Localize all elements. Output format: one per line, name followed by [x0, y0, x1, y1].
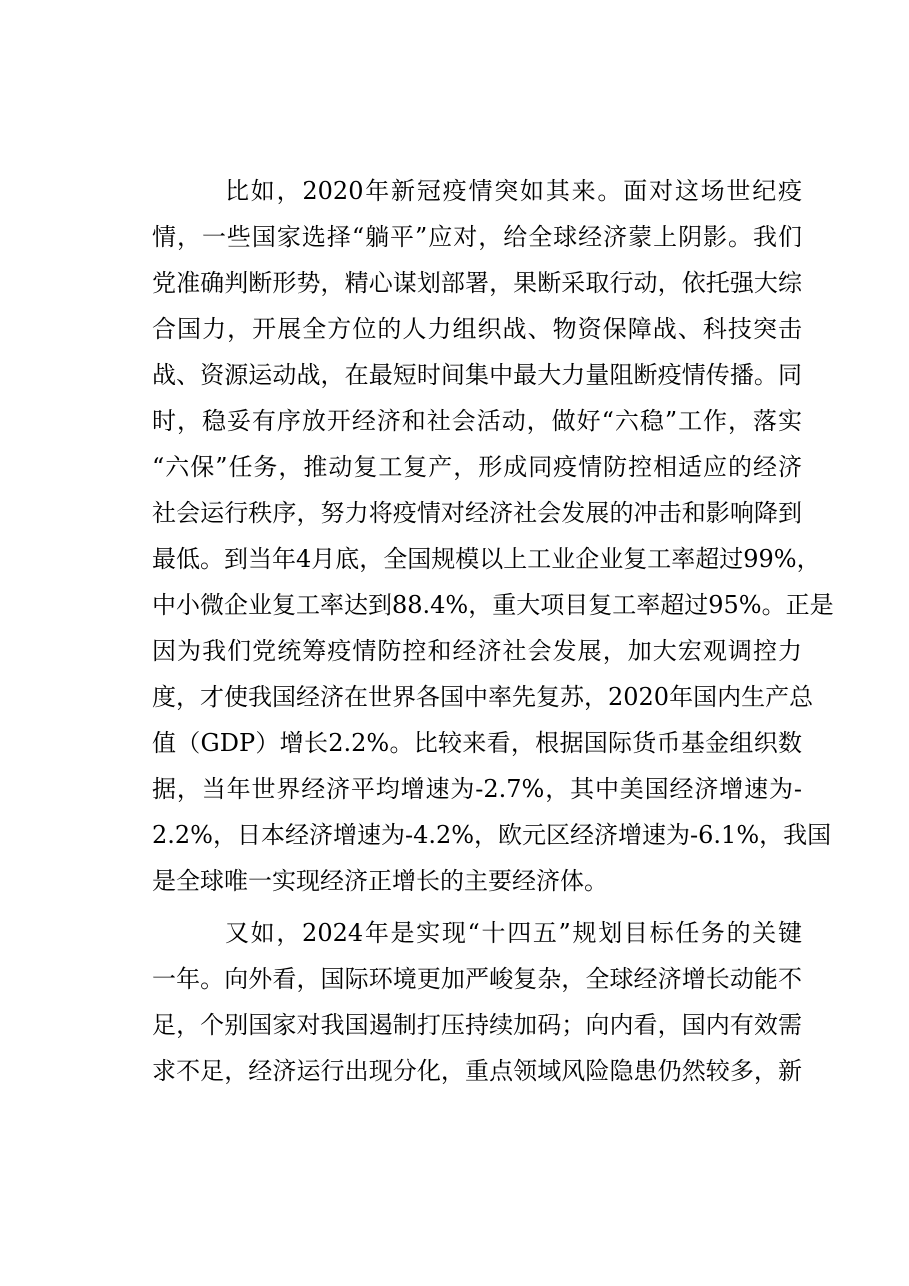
paragraph-line: 战、资源运动战，在最短时间集中最大力量阻断疫情传播。同	[152, 361, 802, 389]
paragraph-line: 党准确判断形势，精心谋划部署，果断采取行动，依托强大综	[152, 269, 802, 297]
paragraph-line: 求不足，经济运行出现分化，重点领域风险隐患仍然较多，新	[152, 1057, 802, 1085]
paragraph-1	[152, 168, 834, 904]
paragraph-line: 合国力，开展全方位的人力组织战、物资保障战、科技突击	[152, 315, 802, 343]
paragraph-line: “六保”任务，推动复工复产，形成同疫情防控相适应的经济	[152, 453, 802, 481]
paragraph-line: 因为我们党统筹疫情防控和经济社会发展，加大宏观调控力	[152, 637, 802, 665]
paragraph-2	[152, 910, 802, 1094]
paragraph-line: 社会运行秩序，努力将疫情对经济社会发展的冲击和影响降到	[152, 499, 802, 527]
paragraph-line: 又如，2024年是实现“十四五”规划目标任务的关键	[225, 919, 802, 947]
document-body	[152, 168, 834, 1094]
paragraph-line: 2.2%，日本经济增速为-4.2%，欧元区经济增速为-6.1%，我国	[152, 821, 832, 849]
paragraph-line: 比如，2020年新冠疫情突如其来。面对这场世纪疫	[225, 177, 802, 205]
paragraph-line: 一年。向外看，国际环境更加严峻复杂，全球经济增长动能不	[152, 965, 802, 993]
paragraph-line: 时，稳妥有序放开经济和社会活动，做好“六稳”工作，落实	[152, 407, 802, 435]
paragraph-line: 度，才使我国经济在世界各国中率先复苏，2020年国内生产总	[152, 683, 814, 711]
paragraph-line: 情，一些国家选择“躺平”应对，给全球经济蒙上阴影。我们	[152, 223, 802, 251]
paragraph-line: 中小微企业复工率达到88.4%，重大项目复工率超过95%。正是	[152, 591, 834, 619]
paragraph-line: 是全球唯一实现经济正增长的主要经济体。	[152, 867, 608, 895]
paragraph-line: 足，个别国家对我国遏制打压持续加码；向内看，国内有效需	[152, 1011, 802, 1039]
paragraph-line: 值（GDP）增长2.2%。比较来看，根据国际货币基金组织数	[152, 729, 802, 757]
paragraph-line: 据，当年世界经济平均增速为-2.7%，其中美国经济增速为-	[152, 775, 802, 803]
paragraph-line: 最低。到当年4月底，全国规模以上工业企业复工率超过99%，	[152, 545, 821, 573]
